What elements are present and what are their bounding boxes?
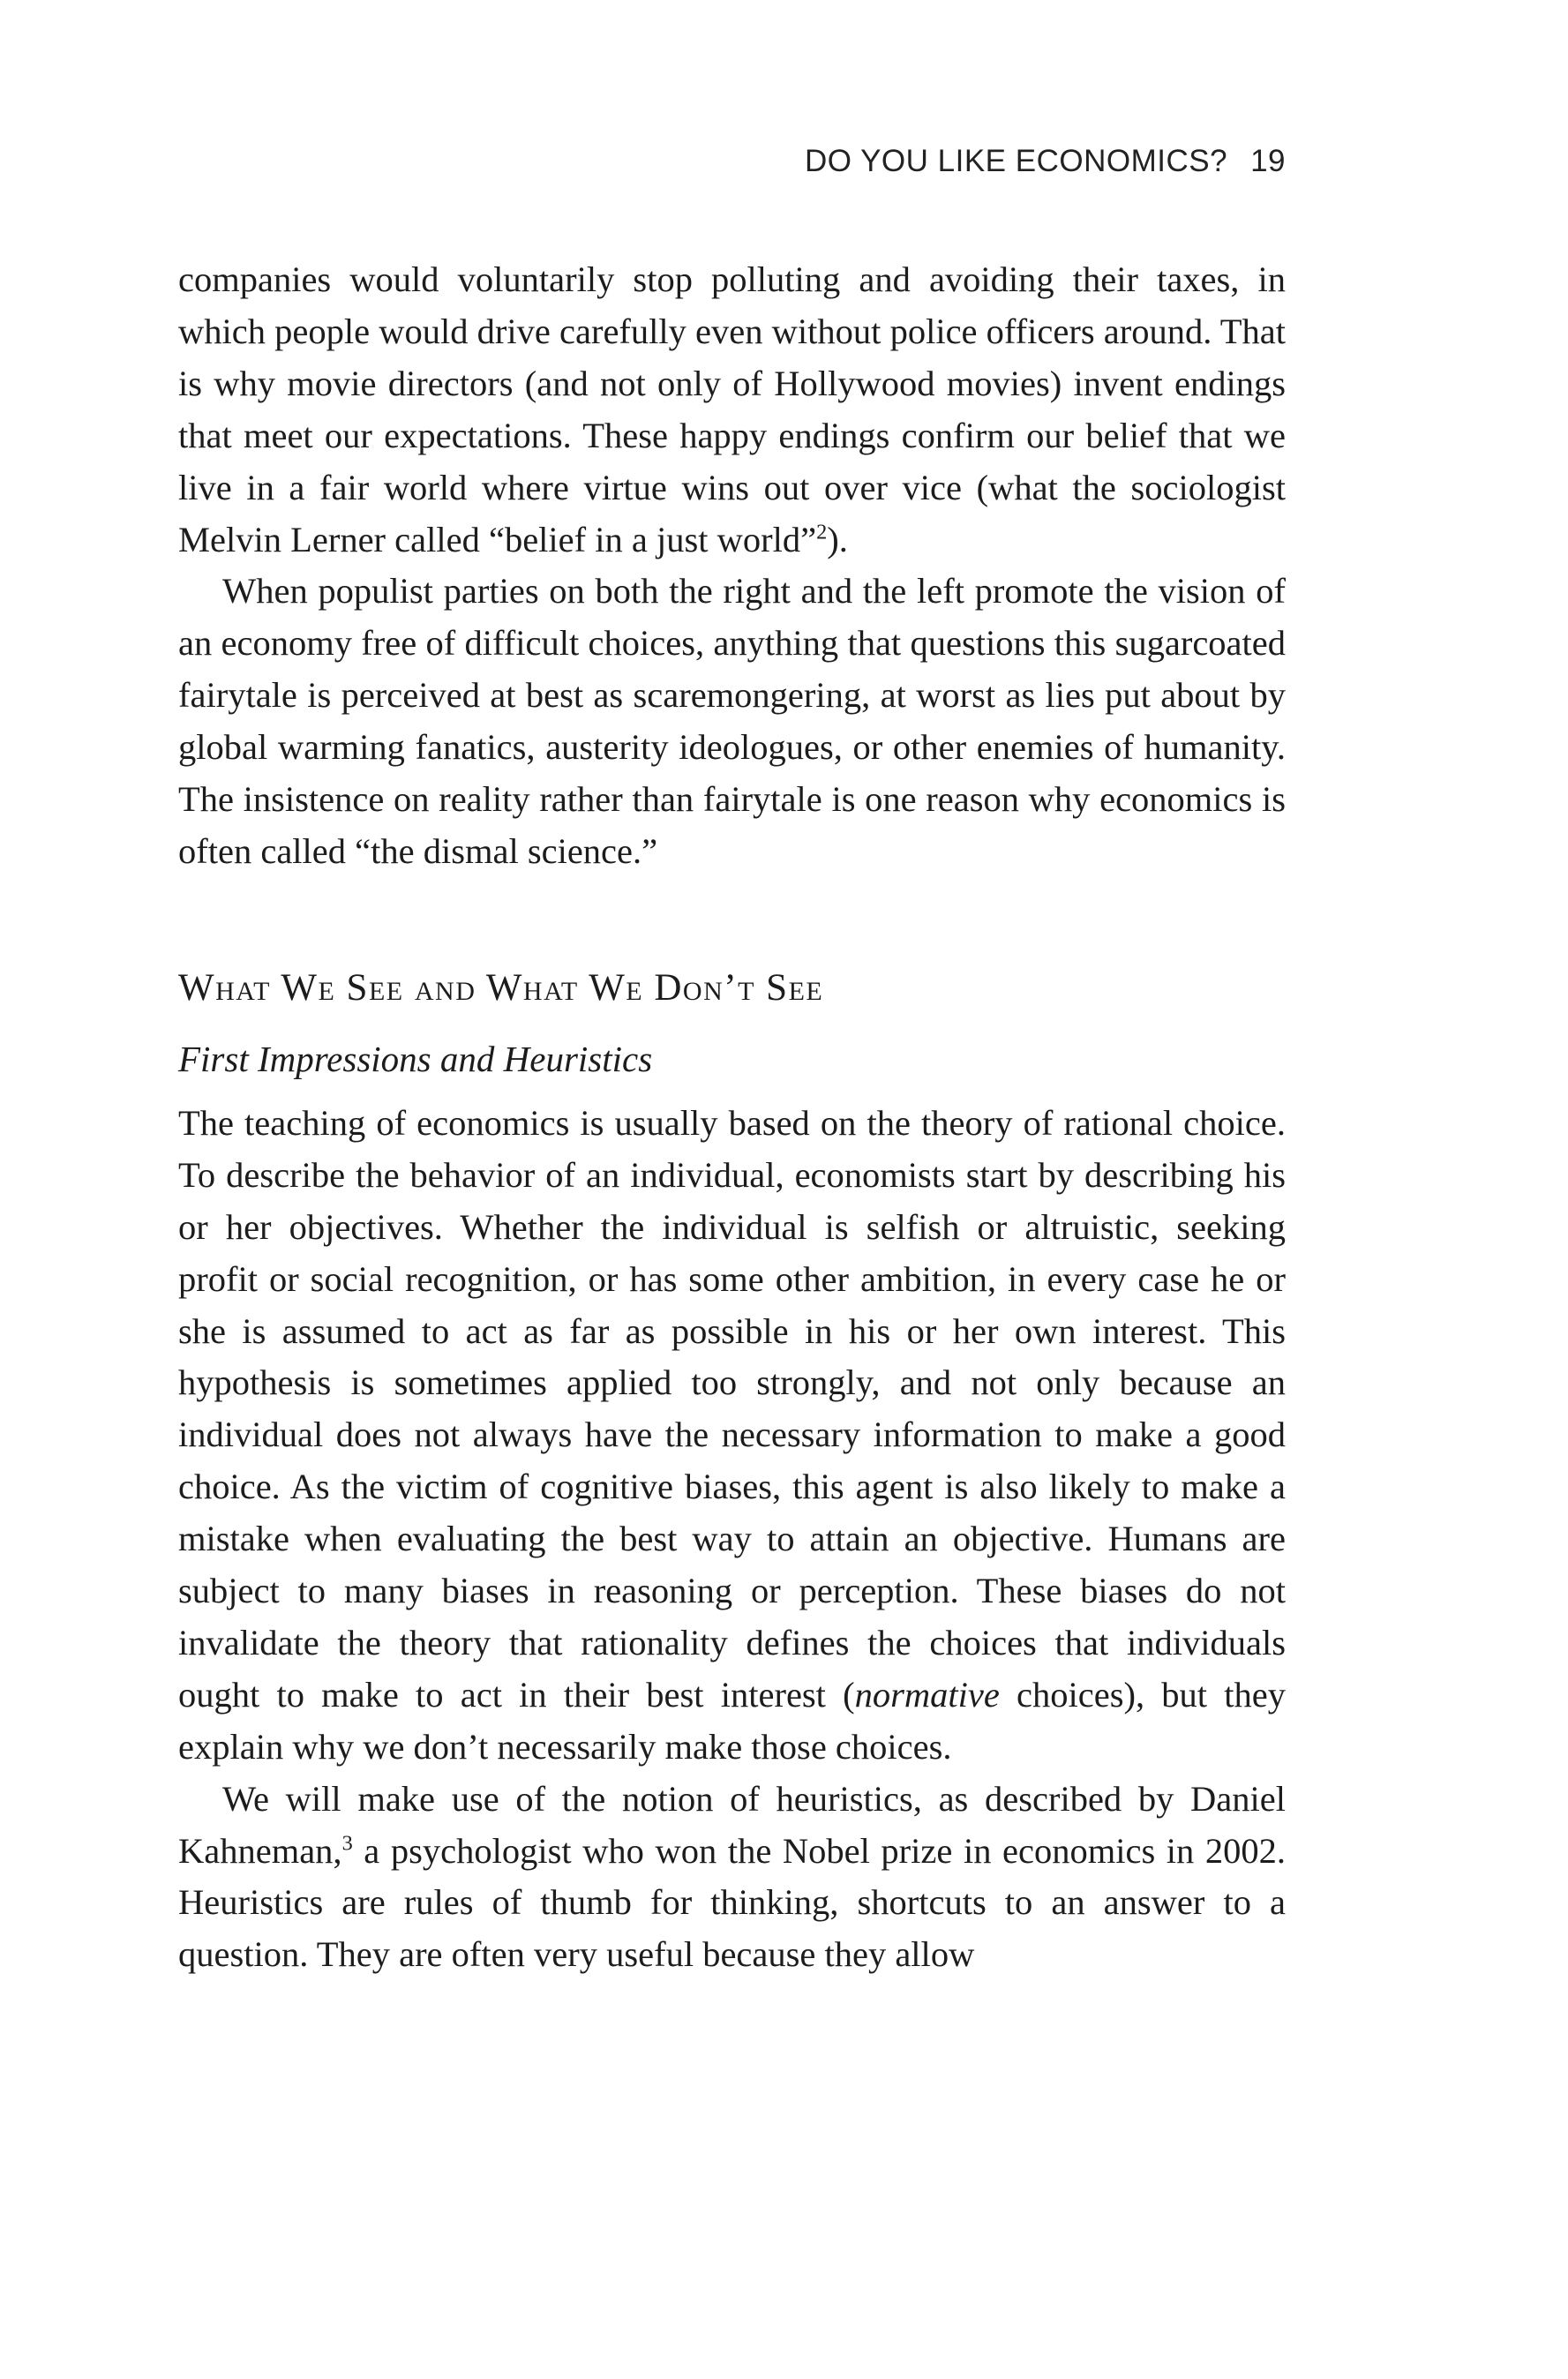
paragraph-1 — [178, 254, 1286, 566]
section-heading: What We See and What We Don’t See — [178, 966, 824, 1009]
paragraph-3 — [178, 1098, 1286, 1774]
paragraph-4 — [178, 1774, 1286, 1982]
running-head — [805, 144, 1286, 179]
paragraph-1-tail: ). — [827, 519, 848, 559]
paragraph-4-text: We will make use of the notion of heuristics, as described by Daniel Kahneman, — [178, 1778, 1286, 1871]
paragraph-3-text: The teaching of economics is usually based on the theory of rational choice. To describe the behavior of an individual, economists start by describing his or her objectives. Whether the individual is selfish or altruistic, seeking profit or social recognition, or has some other ambition, in every case he or she is assumed to act as far as possible in his or her own interest. This hypothesis is sometimes applied too strongly, and not only because an individual does not always have the necessary information to make a good choice. As the victim of cognitive biases, this agent is also likely to make a mistake when evaluating the best way to attain an objective. Humans are subject to many biases in reasoning or perception. These biases do not invalidate the theory that rationality defines the choices that individuals ought to make to act in their best interest ( — [178, 1102, 1286, 1715]
paragraph-3-tail: choices), but they explain why we don’t necessarily make those choices. — [178, 1674, 1286, 1767]
footnote-ref-2[interactable]: 2 — [816, 520, 828, 544]
footnote-ref-3[interactable]: 3 — [341, 1831, 353, 1856]
page-number: 19 — [1250, 144, 1286, 178]
paragraph-4-tail: a psychologist who won the Nobel prize in economics in 2002. Heuristics are rules of thumb for thinking, shortcuts to an answer to a question. They are often very useful because they allow — [178, 1830, 1286, 1975]
emphasis-normative: normative — [854, 1674, 1000, 1715]
paragraph-2: When populist parties on both the right and the left promote the vision of an economy free of difficult choices, anything that questions this sugarcoated fairytale is perceived at best as scaremongering, at worst as lies put about by global warming fanatics, austerity ideologues, or other enemies of humanity. The insistence on reality rather than fairytale is one reason why economics is often called “the dismal science.” — [178, 571, 1286, 871]
paragraph-1-text: companies would voluntarily stop polluting and avoiding their taxes, in which people would drive carefully even without police officers around. That is why movie directors (and not only of Hollywood movies) invent endings that meet our expectations. These happy endings confirm our belief that we live in a fair world where virtue wins out over vice (what the sociologist Melvin Lerner called “belief in a just world” — [178, 259, 1286, 559]
body-text — [178, 254, 1286, 1981]
running-title: DO YOU LIKE ECONOMICS? — [804, 144, 1228, 178]
subsection-heading: First Impressions and Heuristics — [178, 1038, 653, 1079]
